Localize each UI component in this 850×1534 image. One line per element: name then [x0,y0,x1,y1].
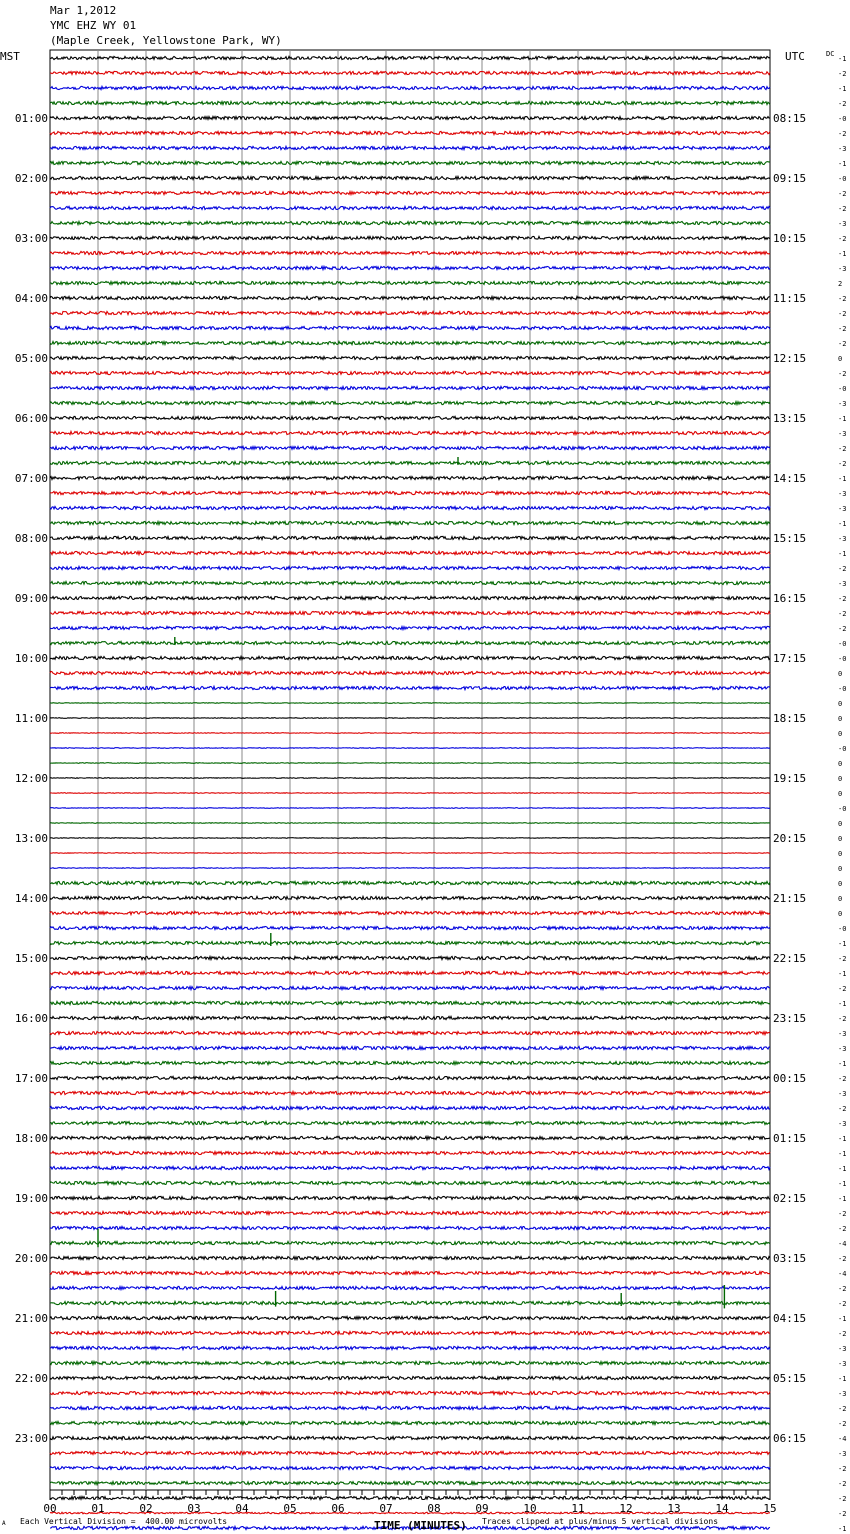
dc-offset-label: -2 [838,1285,847,1293]
x-tick-label: 06 [331,1502,345,1515]
left-hour-label: 11:00 [14,712,48,725]
dc-offset-label: -2 [838,1420,847,1428]
trace-line [50,956,770,959]
trace-line [50,1286,770,1289]
trace-line [50,1016,770,1019]
left-hour-label: 18:00 [14,1132,48,1145]
left-hour-label: 09:00 [14,592,48,605]
clip-note: Traces clipped at plus/minus 5 vertical divisions [482,1517,719,1526]
x-tick-label: 12 [619,1502,633,1515]
trace-line [50,86,770,89]
trace-line [50,341,770,344]
right-hour-label: 23:15 [773,1012,807,1025]
trace-line [50,506,770,509]
trace-line [50,748,770,749]
trace-line [50,1496,770,1499]
dc-offset-label: -2 [838,1015,847,1023]
dc-offset-label: -2 [838,370,847,378]
dc-offset-label: -2 [838,1510,847,1518]
dc-offset-label: -2 [838,325,847,333]
dc-offset-label: -2 [838,1255,847,1263]
trace-line [50,1346,770,1349]
trace-line [50,161,770,164]
trace-line [50,611,770,614]
dc-offset-label: 0 [838,790,843,798]
trace-line [50,1211,770,1214]
trace-line [50,446,770,449]
trace-line [50,1136,770,1139]
trace-line [50,566,770,569]
dc-offset-label: -3 [838,1345,847,1353]
trace-line [50,1376,770,1379]
left-hour-label: 05:00 [14,352,48,365]
dc-offset-label: -3 [838,505,847,513]
left-hour-label: 13:00 [14,832,48,845]
right-hour-label: 10:15 [773,232,807,245]
trace-line [50,941,770,944]
right-hour-label: 05:15 [773,1372,807,1385]
trace-line [50,1421,770,1424]
trace-line [50,838,770,839]
trace-line [50,1331,770,1334]
trace-line [50,236,770,239]
x-tick-label: 01 [91,1502,105,1515]
x-tick-label: 08 [427,1502,441,1515]
right-hour-label: 21:15 [773,892,807,905]
trace-line [50,1121,770,1124]
trace-line [50,1271,770,1274]
trace-line [50,1391,770,1394]
dc-offset-label: -1 [838,1150,847,1158]
dc-offset-label: -3 [838,220,847,228]
dc-offset-label: -1 [838,1060,847,1068]
right-hour-label: 04:15 [773,1312,807,1325]
left-hour-label: 21:00 [14,1312,48,1325]
trace-line [50,206,770,209]
left-hour-label: 16:00 [14,1012,48,1025]
dc-offset-label: -2 [838,595,847,603]
trace-line [50,1061,770,1064]
dc-offset-label: -3 [838,145,847,153]
x-tick-label: 15 [763,1502,777,1515]
dc-offset-label: -2 [838,310,847,318]
right-hour-label: 15:15 [773,532,807,545]
trace-line [50,296,770,299]
dc-offset-label: 0 [838,820,843,828]
dc-offset-label: -1 [838,1525,847,1533]
dc-offset-label: -4 [838,1240,847,1248]
trace-line [50,1046,770,1049]
dc-offset-label: -2 [838,340,847,348]
left-hour-label: 08:00 [14,532,48,545]
trace-line [50,986,770,989]
dc-offset-label: -2 [838,460,847,468]
right-hour-label: 18:15 [773,712,807,725]
trace-line [50,793,770,794]
trace-line [50,1256,770,1259]
dc-offset-label: -0 [838,640,847,648]
left-hour-label: 07:00 [14,472,48,485]
trace-line [50,491,770,494]
trace-line [50,1091,770,1094]
trace-line [50,1001,770,1004]
dc-offset-label: 0 [838,910,843,918]
right-hour-label: 22:15 [773,952,807,965]
left-hour-label: 22:00 [14,1372,48,1385]
trace-line [50,1512,770,1514]
trace-line [50,221,770,224]
dc-offset-label: -2 [838,1465,847,1473]
dc-offset-label: -3 [838,1045,847,1053]
dc-offset-label: -1 [838,250,847,258]
trace-line [50,371,770,374]
left-hour-label: 02:00 [14,172,48,185]
dc-offset-label: -0 [838,385,847,393]
trace-line [50,326,770,329]
x-tick-label: 11 [571,1502,585,1515]
trace-line [50,926,770,929]
trace-line [50,703,770,704]
dc-offset-label: -3 [838,535,847,543]
dc-offset-label: -0 [838,925,847,933]
dc-offset-label: 0 [838,865,843,873]
dc-offset-label: -1 [838,940,847,948]
trace-line [50,281,770,284]
trace-line [50,146,770,149]
dc-offset-label: -3 [838,430,847,438]
division-note: Each Vertical Division = 400.00 microvolts [20,1517,228,1526]
dc-offset-label: -1 [838,1180,847,1188]
dc-header-label: DC [826,50,835,58]
trace-line [50,626,770,629]
trace-line [50,1226,770,1229]
left-hour-label: 01:00 [14,112,48,125]
trace-line [50,536,770,539]
right-hour-label: 09:15 [773,172,807,185]
dc-offset-label: -2 [838,1495,847,1503]
dc-offset-label: -2 [838,1405,847,1413]
trace-line [50,733,770,734]
trace-line [50,1076,770,1079]
x-tick-label: 03 [187,1502,201,1515]
station-label: YMC EHZ WY 01 [50,19,137,32]
trace-line [50,808,770,809]
left-hour-label: 12:00 [14,772,48,785]
dc-offset-label: 0 [838,895,843,903]
dc-offset-label: -2 [838,445,847,453]
dc-offset-label: 0 [838,760,843,768]
dc-offset-label: -1 [838,475,847,483]
trace-line [50,1451,770,1454]
dc-offset-label: -2 [838,1210,847,1218]
dc-offset-label: -3 [838,580,847,588]
trace-line [50,868,770,869]
right-hour-label: 20:15 [773,832,807,845]
dc-offset-label: -1 [838,55,847,63]
dc-offset-label: -2 [838,1480,847,1488]
dc-offset-label: 0 [838,850,843,858]
right-timezone-label: UTC [785,50,805,63]
trace-line [50,116,770,119]
dc-offset-label: -2 [838,190,847,198]
trace-line [50,1241,770,1244]
dc-offset-label: -1 [838,160,847,168]
dc-offset-label: -3 [838,1360,847,1368]
x-tick-label: 04 [235,1502,249,1515]
right-hour-label: 03:15 [773,1252,807,1265]
x-tick-label: 02 [139,1502,153,1515]
left-hour-label: 10:00 [14,652,48,665]
trace-line [50,176,770,179]
trace-line [50,1151,770,1154]
trace-line [50,101,770,104]
trace-line [50,853,770,854]
dc-offset-label: -1 [838,415,847,423]
trace-line [50,551,770,554]
right-hour-label: 19:15 [773,772,807,785]
trace-line [50,763,770,764]
trace-line [50,1031,770,1034]
dc-offset-label: -2 [838,1300,847,1308]
trace-line [50,521,770,524]
left-hour-label: 23:00 [14,1432,48,1445]
left-hour-label: 20:00 [14,1252,48,1265]
right-hour-label: 16:15 [773,592,807,605]
right-hour-label: 12:15 [773,352,807,365]
trace-line [50,461,770,464]
trace-line [50,386,770,389]
trace-line [50,686,770,689]
right-hour-label: 08:15 [773,112,807,125]
right-hour-label: 13:15 [773,412,807,425]
trace-line [50,131,770,134]
dc-offset-label: -4 [838,1270,847,1278]
left-hour-label: 17:00 [14,1072,48,1085]
dc-offset-label: -2 [838,205,847,213]
dc-offset-label: -3 [838,1390,847,1398]
dc-offset-label: -2 [838,295,847,303]
trace-line [50,311,770,314]
dc-offset-label: -0 [838,655,847,663]
location-label: (Maple Creek, Yellowstone Park, WY) [50,34,282,47]
x-tick-label: 07 [379,1502,393,1515]
dc-offset-label: -1 [838,1315,847,1323]
dc-offset-label: -2 [838,130,847,138]
trace-line [50,401,770,404]
dc-offset-label: -2 [838,1330,847,1338]
trace-line [50,1106,770,1109]
dc-offset-label: -2 [838,70,847,78]
right-hour-label: 17:15 [773,652,807,665]
trace-line [50,778,770,779]
dc-offset-label: -1 [838,1135,847,1143]
trace-line [50,191,770,194]
right-hour-label: 02:15 [773,1192,807,1205]
x-tick-label: 05 [283,1502,297,1515]
trace-line [50,881,770,884]
dc-offset-label: -2 [838,985,847,993]
right-hour-label: 11:15 [773,292,807,305]
trace-line [50,641,770,644]
trace-line [50,1481,770,1484]
dc-offset-label: -1 [838,85,847,93]
trace-line [50,1181,770,1184]
trace-line [50,1466,770,1469]
dc-offset-label: 0 [838,880,843,888]
left-hour-label: 15:00 [14,952,48,965]
dc-offset-label: -2 [838,955,847,963]
trace-line [50,1166,770,1169]
trace-line [50,1361,770,1364]
dc-offset-label: -2 [838,610,847,618]
dc-offset-label: -2 [838,1075,847,1083]
trace-line [50,71,770,74]
right-hour-label: 06:15 [773,1432,807,1445]
date-label: Mar 1,2012 [50,4,117,17]
dc-offset-label: -2 [838,1225,847,1233]
dc-offset-label: -0 [838,115,847,123]
dc-offset-label: -1 [838,970,847,978]
dc-offset-label: 0 [838,355,843,363]
dc-offset-label: -0 [838,745,847,753]
dc-offset-label: -2 [838,235,847,243]
x-tick-label: 14 [715,1502,729,1515]
left-hour-label: 04:00 [14,292,48,305]
dc-offset-label: -1 [838,1195,847,1203]
left-hour-label: 19:00 [14,1192,48,1205]
dc-offset-label: -2 [838,1105,847,1113]
dc-offset-label: 0 [838,715,843,723]
trace-line [50,671,770,674]
trace-line [50,266,770,269]
dc-offset-label: -3 [838,490,847,498]
trace-line [50,823,770,824]
trace-line [50,1406,770,1409]
trace-line [50,476,770,479]
dc-offset-label: -1 [838,1375,847,1383]
left-hour-label: 03:00 [14,232,48,245]
trace-line [50,911,770,914]
dc-offset-label: -2 [838,100,847,108]
left-hour-label: 14:00 [14,892,48,905]
x-tick-label: 13 [667,1502,681,1515]
dc-offset-label: -3 [838,1450,847,1458]
trace-line [50,1301,770,1304]
dc-offset-label: -0 [838,175,847,183]
dc-offset-label: -2 [838,625,847,633]
dc-offset-label: -2 [838,565,847,573]
trace-line [50,1436,770,1439]
dc-offset-label: -3 [838,400,847,408]
dc-offset-label: -1 [838,1000,847,1008]
x-axis-title: TIME (MINUTES) [374,1519,467,1532]
dc-offset-label: 0 [838,835,843,843]
trace-line [50,581,770,584]
trace-line [50,251,770,254]
dc-offset-label: -4 [838,1435,847,1443]
dc-offset-label: -0 [838,805,847,813]
dc-offset-label: -1 [838,550,847,558]
right-hour-label: 01:15 [773,1132,807,1145]
right-hour-label: 14:15 [773,472,807,485]
dc-offset-label: -3 [838,1030,847,1038]
left-hour-label: 06:00 [14,412,48,425]
trace-line [50,416,770,419]
dc-offset-label: 0 [838,700,843,708]
x-tick-label: 09 [475,1502,489,1515]
dc-offset-label: -0 [838,685,847,693]
corner-mark: A [2,1520,6,1527]
trace-line [50,431,770,434]
left-timezone-label: MST [0,50,20,63]
trace-line [50,1196,770,1199]
x-tick-label: 10 [523,1502,537,1515]
dc-offset-label: 0 [838,730,843,738]
dc-offset-label: -3 [838,1090,847,1098]
trace-line [50,56,770,59]
trace-line [50,718,770,719]
trace-line [50,971,770,974]
trace-line [50,356,770,359]
trace-line [50,1316,770,1319]
dc-offset-label: -1 [838,520,847,528]
dc-offset-label: -1 [838,1165,847,1173]
dc-offset-label: 0 [838,670,843,678]
trace-line [50,656,770,659]
dc-offset-label: -3 [838,1120,847,1128]
x-tick-label: 00 [43,1502,57,1515]
right-hour-label: 00:15 [773,1072,807,1085]
trace-line [50,896,770,899]
dc-offset-label: 2 [838,280,843,288]
dc-offset-label: -3 [838,265,847,273]
trace-line [50,596,770,599]
dc-offset-label: 0 [838,775,843,783]
